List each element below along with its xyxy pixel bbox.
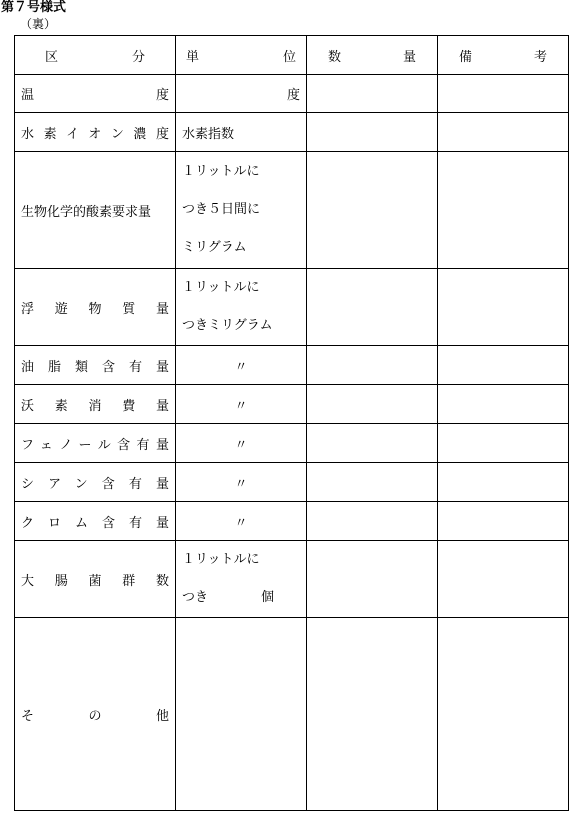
remarks-cell[interactable] xyxy=(438,463,569,502)
remarks-cell[interactable] xyxy=(438,269,569,346)
quantity-cell[interactable] xyxy=(307,269,438,346)
table-row xyxy=(15,463,569,502)
remarks-cell[interactable] xyxy=(438,502,569,541)
category-cell: 温度 xyxy=(15,75,176,113)
table-row xyxy=(15,75,569,113)
unit-line: １リットルに xyxy=(182,552,260,567)
quantity-cell[interactable] xyxy=(307,424,438,463)
quantity-cell[interactable] xyxy=(307,113,438,152)
category-cell: 沃素消費量 xyxy=(15,385,176,424)
water-quality-table xyxy=(14,35,569,811)
remarks-cell[interactable] xyxy=(438,541,569,618)
quantity-cell[interactable] xyxy=(307,618,438,811)
remarks-cell[interactable] xyxy=(438,618,569,811)
form-title: 第７号様式 xyxy=(1,0,67,15)
quantity-cell[interactable] xyxy=(307,502,438,541)
remarks-cell[interactable] xyxy=(438,113,569,152)
table-row xyxy=(15,346,569,385)
unit-cell: 〃 xyxy=(176,385,307,424)
remarks-cell[interactable] xyxy=(438,346,569,385)
quantity-cell[interactable] xyxy=(307,463,438,502)
remarks-cell[interactable] xyxy=(438,424,569,463)
unit-cell xyxy=(176,269,307,346)
unit-cell: 〃 xyxy=(176,346,307,385)
unit-cell: 〃 xyxy=(176,424,307,463)
unit-line: つき５日間に xyxy=(182,202,261,217)
header-quantity: 数 量 xyxy=(307,36,438,75)
table-row xyxy=(15,152,569,269)
unit-cell: 水素指数 xyxy=(176,113,307,152)
unit-cell: 〃 xyxy=(176,463,307,502)
table-row xyxy=(15,541,569,618)
header-category: 区 分 xyxy=(15,36,176,75)
table-row xyxy=(15,424,569,463)
category-cell: シアン含有量 xyxy=(15,463,176,502)
unit-cell[interactable] xyxy=(176,618,307,811)
unit-cell: 度 xyxy=(176,75,307,113)
quantity-cell[interactable] xyxy=(307,541,438,618)
table-row xyxy=(15,618,569,811)
unit-line: １リットルに xyxy=(182,164,260,179)
table-row xyxy=(15,385,569,424)
unit-line: つきミリグラム xyxy=(182,318,273,333)
category-cell: 水素イオン濃度 xyxy=(15,113,176,152)
unit-line: ミリグラム xyxy=(182,240,247,255)
remarks-cell[interactable] xyxy=(438,75,569,113)
unit-line: １リットルに xyxy=(182,280,260,295)
unit-cell xyxy=(176,152,307,269)
category-cell: 生物化学的酸素要求量 xyxy=(15,152,176,269)
table-row xyxy=(15,502,569,541)
quantity-cell[interactable] xyxy=(307,346,438,385)
quantity-cell[interactable] xyxy=(307,152,438,269)
unit-line-part: つき xyxy=(182,590,209,605)
category-cell: 大腸菌群数 xyxy=(15,541,176,618)
quantity-cell[interactable] xyxy=(307,385,438,424)
header-row xyxy=(15,36,569,75)
category-cell: 油脂類含有量 xyxy=(15,346,176,385)
category-cell: その他 xyxy=(15,618,176,811)
remarks-cell[interactable] xyxy=(438,385,569,424)
table-row xyxy=(15,269,569,346)
unit-cell: 〃 xyxy=(176,502,307,541)
table-row xyxy=(15,113,569,152)
header-remarks: 備 考 xyxy=(438,36,569,75)
unit-line xyxy=(182,579,300,617)
category-cell: クロム含有量 xyxy=(15,502,176,541)
category-cell: 浮遊物質量 xyxy=(15,269,176,346)
quantity-cell[interactable] xyxy=(307,75,438,113)
remarks-cell[interactable] xyxy=(438,152,569,269)
unit-line-part: 個 xyxy=(260,590,274,605)
form-subtitle: （裏） xyxy=(20,17,57,31)
category-cell: フェノール含有量 xyxy=(15,424,176,463)
unit-cell xyxy=(176,541,307,618)
header-unit: 単 位 xyxy=(176,36,307,75)
